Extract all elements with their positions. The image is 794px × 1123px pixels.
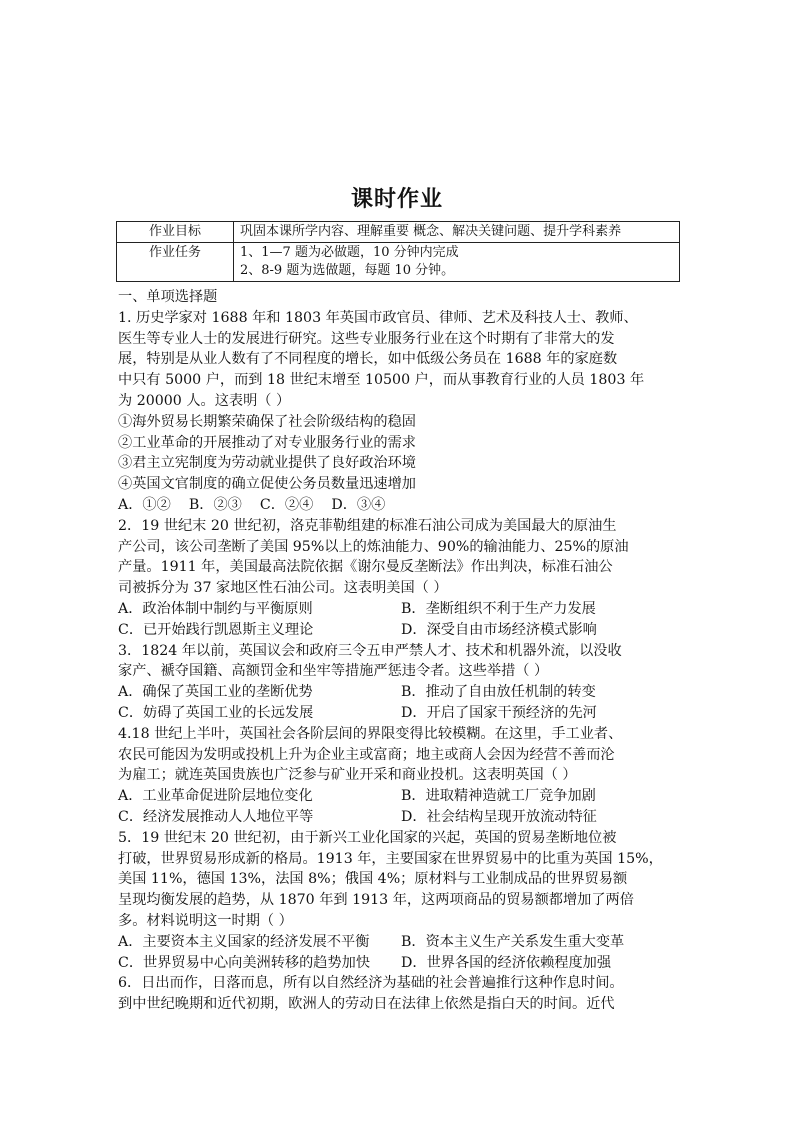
question-line: 4.18 世纪上半叶，英国社会各阶层间的界限变得比较模糊。在这里，手工业者、 xyxy=(118,725,623,742)
answer-option: B．资本主义生产关系发生重大变革 xyxy=(401,933,625,950)
statement-item: ①海外贸易长期繁荣确保了社会阶级结构的稳固 xyxy=(118,413,416,430)
answer-option: A．政治体制中制约与平衡原则 xyxy=(118,600,313,617)
statement-item: ②工业革命的开展推动了对专业服务行业的需求 xyxy=(118,434,416,451)
table-key: 作业目标 xyxy=(117,222,234,243)
answer-options-row xyxy=(118,932,684,953)
question-content xyxy=(118,287,684,1015)
answer-option: A．确保了英国工业的垄断优势 xyxy=(118,684,313,701)
question-line: 3．1824 年以前，英国议会和政府三令五申严禁人才、技术和机器外流，以没收 xyxy=(118,642,622,659)
section-heading: 一、单项选择题 xyxy=(118,289,218,305)
question-line: 1. 历史学家对 1688 年和 1803 年英国市政官员、律师、艺术及科技人士、教师、 xyxy=(118,309,638,326)
question-line: 美国 11%，德国 13%，法国 8%；俄国 4%；原材料与工业制成品的世界贸易额 xyxy=(118,871,628,888)
question-line: 医生等专业人士的发展进行研究。这些专业服务行业在这个时期有了非常大的发 xyxy=(118,330,615,347)
question-line: 展，特别是从业人数有了不同程度的增长，如中低级公务员在 1688 年的家庭数 xyxy=(118,351,618,368)
question-3 xyxy=(118,641,684,724)
table-value xyxy=(234,222,680,243)
answer-option: A．主要资本主义国家的经济发展不平衡 xyxy=(118,933,370,950)
table-value-line: 巩固本课所学内容、理解重要 概念、解决关键问题、提升学科素养 xyxy=(240,224,622,239)
question-1 xyxy=(118,308,684,516)
question-6 xyxy=(118,973,684,1015)
page-title: 课时作业 xyxy=(350,187,443,212)
question-line: 家产、褫夺国籍、高额罚金和坐牢等措施严惩违令者。这些举措（ ） xyxy=(118,663,549,680)
statement-item: ③君主立宪制度为劳动就业提供了良好政治环境 xyxy=(118,455,416,472)
answer-options-row xyxy=(118,599,684,620)
question-line: 到中世纪晚期和近代初期，欧洲人的劳动日在法律上依然是指白天的时间。近代 xyxy=(118,996,615,1013)
table-row xyxy=(117,243,680,282)
statement-item: ④英国文官制度的确立促使公务员数量迅速增加 xyxy=(118,476,416,493)
answer-options-row xyxy=(118,807,684,828)
question-line: 2．19 世纪末 20 世纪初，洛克菲勒组建的标准石油公司成为美国最大的原油生 xyxy=(118,517,617,534)
answer-option: D．社会结构呈现开放流动特征 xyxy=(401,808,597,825)
answer-options: A．①② B．②③ C．②④ D．③④ xyxy=(118,496,386,513)
question-line: 为雇工；就连英国贵族也广泛参与矿业开采和商业投机。这表明英国（ ） xyxy=(118,767,577,784)
question-line: 打破，世界贸易形成新的格局。1913 年，主要国家在世界贸易中的比重为英国 15%， xyxy=(118,850,663,867)
answer-options-row xyxy=(118,682,684,703)
answer-options-row xyxy=(118,620,684,641)
question-line: 产公司，该公司垄断了美国 95%以上的炼油能力、90%的输油能力、25%的原油 xyxy=(118,538,629,555)
answer-option: C．经济发展推动人人地位平等 xyxy=(118,808,314,825)
table-value-line: 1、1—7 题为必做题，10 分钟内完成 xyxy=(240,245,459,260)
assignment-table xyxy=(116,221,680,282)
question-line: 6．日出而作，日落而息，所有以自然经济为基础的社会普遍推行这种作息时间。 xyxy=(118,975,624,992)
table-value xyxy=(234,243,680,282)
question-line: 中只有 5000 户，而到 18 世纪末增至 10500 户，而从事教育行业的人员 1803 年 xyxy=(118,372,645,389)
question-4 xyxy=(118,724,684,828)
answer-options-row xyxy=(118,786,684,807)
question-line: 呈现均衡发展的趋势，从 1870 年到 1913 年，这两项商品的贸易额都增加了两倍 xyxy=(118,892,634,909)
table-key: 作业任务 xyxy=(117,243,234,282)
answer-option: D．开启了国家干预经济的先河 xyxy=(401,704,597,721)
answer-options-row xyxy=(118,703,684,724)
answer-option: C．世界贸易中心向美洲转移的趋势加快 xyxy=(118,954,371,971)
question-5 xyxy=(118,828,684,974)
answer-options-row xyxy=(118,953,684,974)
answer-option: D．深受自由市场经济模式影响 xyxy=(401,621,597,638)
question-line: 司被拆分为 37 家地区性石油公司。这表明美国（ ） xyxy=(118,580,448,597)
question-line: 农民可能因为发明或投机上升为企业主或富商；地主或商人会因为经营不善而沦 xyxy=(118,746,615,763)
answer-option: C．已开始践行凯恩斯主义理论 xyxy=(118,621,314,638)
answer-option: C．妨碍了英国工业的长远发展 xyxy=(118,704,314,721)
answer-option: D．世界各国的经济依赖程度加强 xyxy=(401,954,612,971)
question-line: 5．19 世纪末 20 世纪初，由于新兴工业化国家的兴起，英国的贸易垄断地位被 xyxy=(118,829,617,846)
answer-option: A．工业革命促进阶层地位变化 xyxy=(118,788,313,805)
table-value-line: 2、8-9 题为选做题，每题 10 分钟。 xyxy=(240,263,455,278)
answer-option: B．垄断组织不利于生产力发展 xyxy=(401,600,596,617)
table-row xyxy=(117,222,680,243)
question-2 xyxy=(118,516,684,641)
question-line: 多。材料说明这一时期（ ） xyxy=(118,912,293,929)
question-line: 产量。1911 年，美国最高法院依据《谢尔曼反垄断法》作出判决，标准石油公 xyxy=(118,559,613,576)
answer-option: B．进取精神造就工厂竞争加剧 xyxy=(401,788,596,805)
question-line: 为 20000 人。这表明（ ） xyxy=(118,392,291,409)
answer-option: B．推动了自由放任机制的转变 xyxy=(401,684,596,701)
